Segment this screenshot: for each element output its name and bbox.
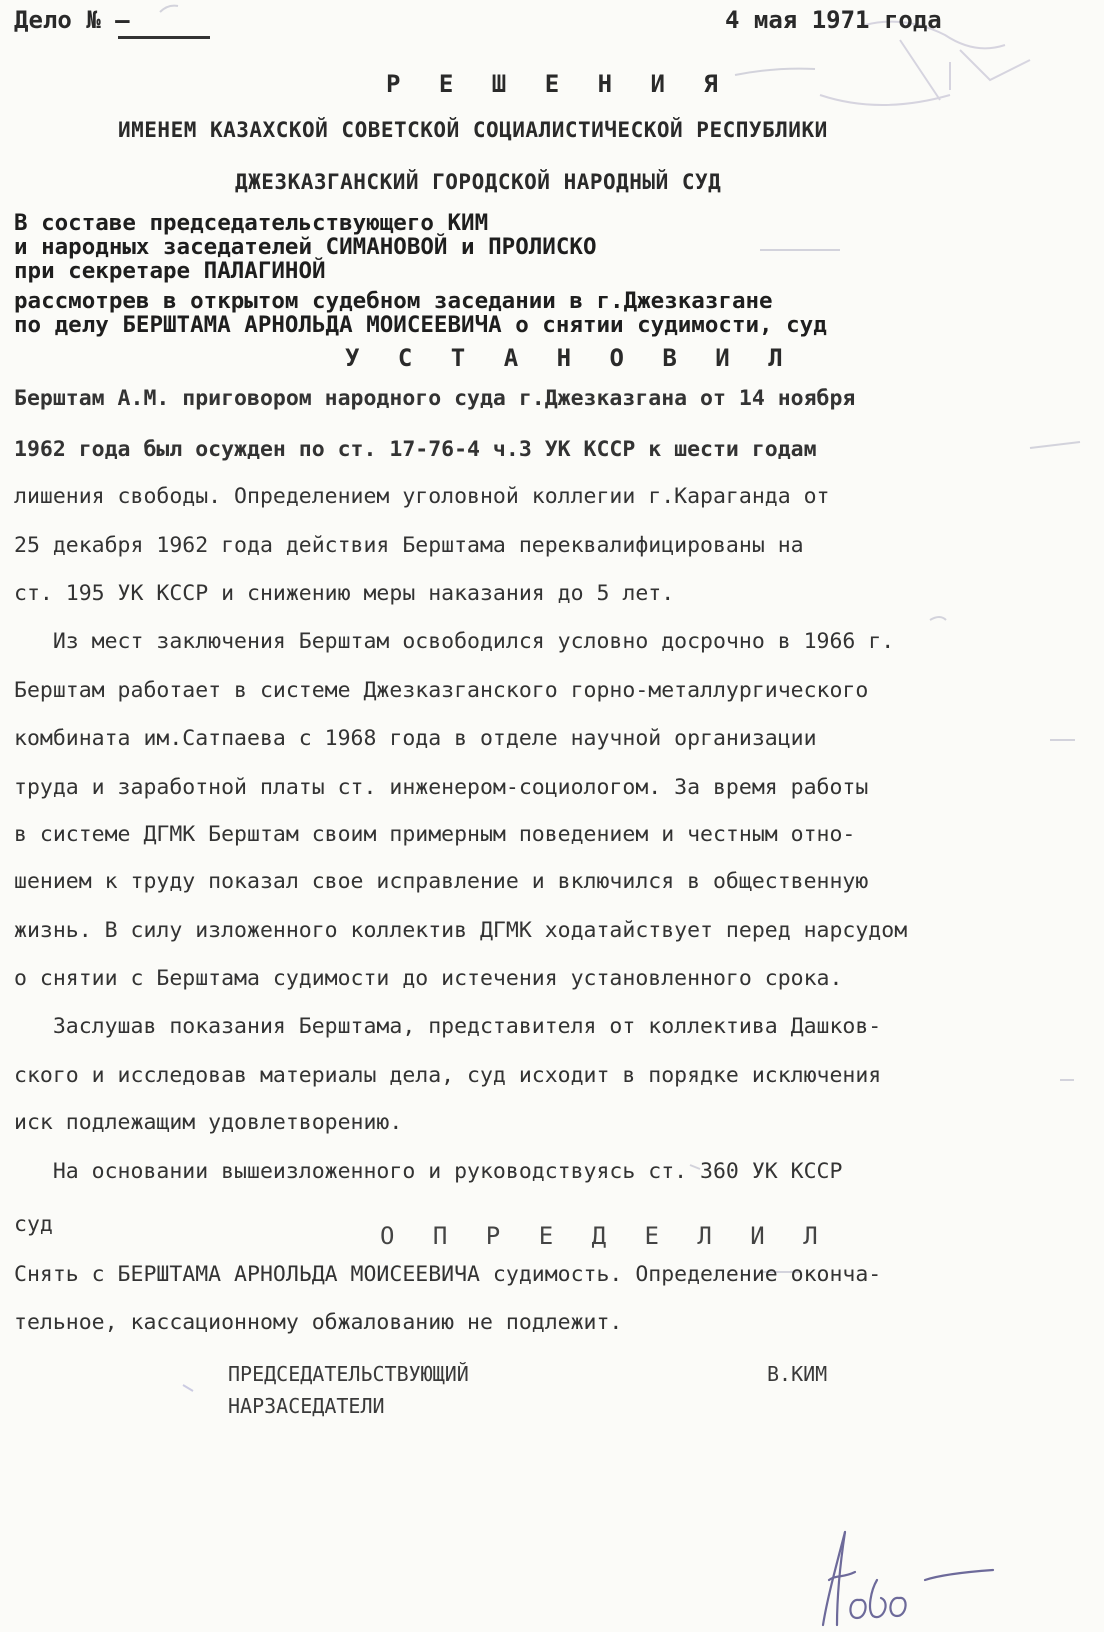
presiding-name: В.КИМ: [767, 1362, 828, 1386]
body-line: Из мест заключения Берштам освободился условно досрочно в 1966 г.: [14, 629, 895, 654]
assessors-label: НАРЗАСЕДАТЕЛИ: [228, 1394, 385, 1418]
document-date: 4 мая 1971 года: [725, 6, 942, 34]
body-line: труда и заработной платы ст. инженером-социологом. За время работы: [14, 775, 869, 800]
body-line: шением к труду показал свое исправление и включился в общественную: [14, 869, 869, 894]
intro-line: В составе председательствующего КИМ: [14, 210, 489, 236]
body-line: ст. 195 УК КССР и снижению меры наказания до 5 лет.: [14, 581, 675, 606]
body-line: в системе ДГМК Берштам своим примерным поведением и честным отно-: [14, 822, 856, 847]
body-line: Берштам работает в системе Джезказганского горно-металлургического: [14, 678, 869, 703]
body-line: ского и исследовав материалы дела, суд исходит в порядке исключения: [14, 1063, 882, 1088]
body-line: На основании вышеизложенного и руководствуясь ст. 360 УК КССР: [14, 1159, 843, 1184]
intro-line: при секретаре ПАЛАГИНОЙ: [14, 258, 326, 284]
body-line: жизнь. В силу изложенного коллектив ДГМК ходатайствует перед нарсудом: [14, 918, 908, 943]
ruling-line: тельное, кассационному обжалованию не подлежит.: [14, 1310, 623, 1335]
heading-republic: ИМЕНЕМ КАЗАХСКОЙ СОВЕТСКОЙ СОЦИАЛИСТИЧЕСКОЙ РЕСПУБЛИКИ: [118, 118, 828, 142]
intro-line: рассмотрев в открытом судебном заседании в г.Джезказгане: [14, 288, 773, 314]
document-title: Р Е Ш Е Н И Я: [386, 70, 730, 98]
case-number-underline: [118, 36, 210, 39]
body-line: Берштам А.М. приговором народного суда г.Джезказгана от 14 ноября: [14, 386, 856, 411]
established-heading: У С Т А Н О В И Л: [345, 344, 795, 372]
body-line: Заслушав показания Берштама, представителя от коллектива Дашков-: [14, 1014, 882, 1039]
heading-court: ДЖЕЗКАЗГАНСКИЙ ГОРОДСКОЙ НАРОДНЫЙ СУД: [235, 170, 722, 194]
intro-line: по делу БЕРШТАМА АРНОЛЬДА МОИСЕЕВИЧА о снятии судимости, суд: [14, 312, 827, 338]
body-line: комбината им.Сатпаева с 1968 года в отделе научной организации: [14, 726, 817, 751]
body-line: 1962 года был осужден по ст. 17-76-4 ч.3 УК КССР к шести годам: [14, 437, 817, 462]
ruling-line: Снять с БЕРШТАМА АРНОЛЬДА МОИСЕЕВИЧА судимость. Определение оконча-: [14, 1262, 882, 1287]
case-number: Дело № –: [14, 6, 130, 34]
intro-line: и народных заседателей СИМАНОВОЙ и ПРОЛИСКО: [14, 234, 597, 260]
body-line: лишения свободы. Определением уголовной коллегии г.Караганда от: [14, 484, 830, 509]
body-line: иск подлежащим удовлетворению.: [14, 1110, 403, 1135]
court-word: суд: [14, 1212, 53, 1237]
body-line: о снятии с Берштама судимости до истечения установленного срока.: [14, 966, 843, 991]
determined-heading: О П Р Е Д Е Л И Л: [380, 1222, 830, 1250]
body-line: 25 декабря 1962 года действия Берштама переквалифицированы на: [14, 533, 804, 558]
presiding-label: ПРЕДСЕДАТЕЛЬСТВУЮЩИЙ: [228, 1362, 469, 1386]
handwritten-signature: [815, 1520, 1015, 1632]
